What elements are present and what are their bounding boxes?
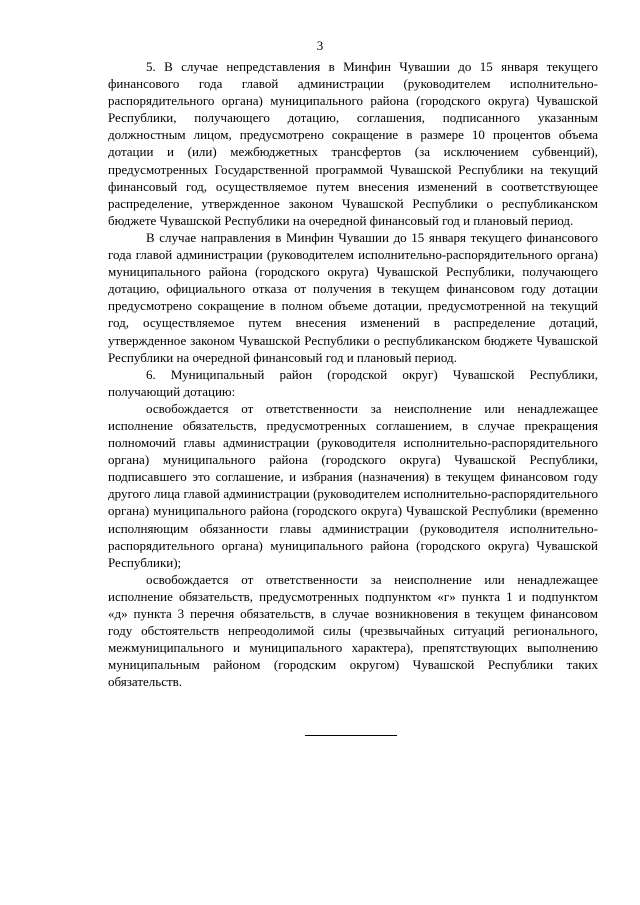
document-body [108, 58, 598, 690]
paragraph-6-exemption-head-change: освобождается от ответственности за неисполнение или ненадлежащее исполнение обязательств, предусмотренных соглашением, в случае прекращения полномочий главы администрации (руководителя исполнительно-распорядительного органа) муниципального района (городского округа) Чувашской Республики, подписавшего это соглашение, и избрания (назначения) в текущем финансовом году другого лица главой администрации (руководителем исполнительно-распорядительного органа) муниципального района (городского округа) Чувашской Республики (временно исполняющим обязанности главы администрации (руководителя исполнительно-распорядительного органа) муниципального района (городского округа) Чувашской Республики); [108, 400, 598, 570]
paragraph-6-intro: 6. Муниципальный район (городской округ) Чувашской Республики, получающий дотацию: [108, 366, 598, 399]
paragraph-5-refusal: В случае направления в Минфин Чувашии до 15 января текущего финансового года главой администрации (руководителем исполнительно-распорядительного органа) муниципального района (городского округа) Чувашской Республики, получающего дотацию, официального отказа от получения в текущем финансовом году дотации предусмотрено сокращение в полном объеме дотации, предусмотренной на текущий год, осуществляемое путем внесения изменений в распределение дотаций, утвержденное законом Чувашской Республики о республиканском бюджете Чувашской Республики на очередной финансовый год и плановый период. [108, 229, 598, 365]
paragraph-6-exemption-force-majeure: освобождается от ответственности за неисполнение или ненадлежащее исполнение обязательств, предусмотренных подпунктом «г» пункта 1 и подпунктом «д» пункта 3 перечня обязательств, в случае возникновения в текущем финансовом году обстоятельств непреодолимой силы (чрезвычайных ситуаций регионального, межмуниципального и муниципального характера), препятствующих выполнению муниципальным районом (городским округом) Чувашской Республики таких обязательств. [108, 571, 598, 690]
page-number: 3 [316, 38, 324, 53]
paragraph-5-nonsubmission: 5. В случае непредставления в Минфин Чувашии до 15 января текущего финансового года главой администрации (руководителем исполнительно-распорядительного органа) муниципального района (городского округа) Чувашской Республики, получающего дотацию, соглашения, подписанного указанным должностным лицом, предусмотрено сокращение в размере 10 процентов объема дотации и (или) межбюджетных трансфертов (за исключением субвенций), предусмотренных Государственной программой Чувашской Республики на текущий финансовый год, осуществляемое путем внесения изменений в соответствующее распределение, утвержденное законом Чувашской Республики о республиканском бюджете Чувашской Республики на очередной финансовый год и плановый период. [108, 59, 598, 228]
end-rule-divider [305, 735, 397, 736]
